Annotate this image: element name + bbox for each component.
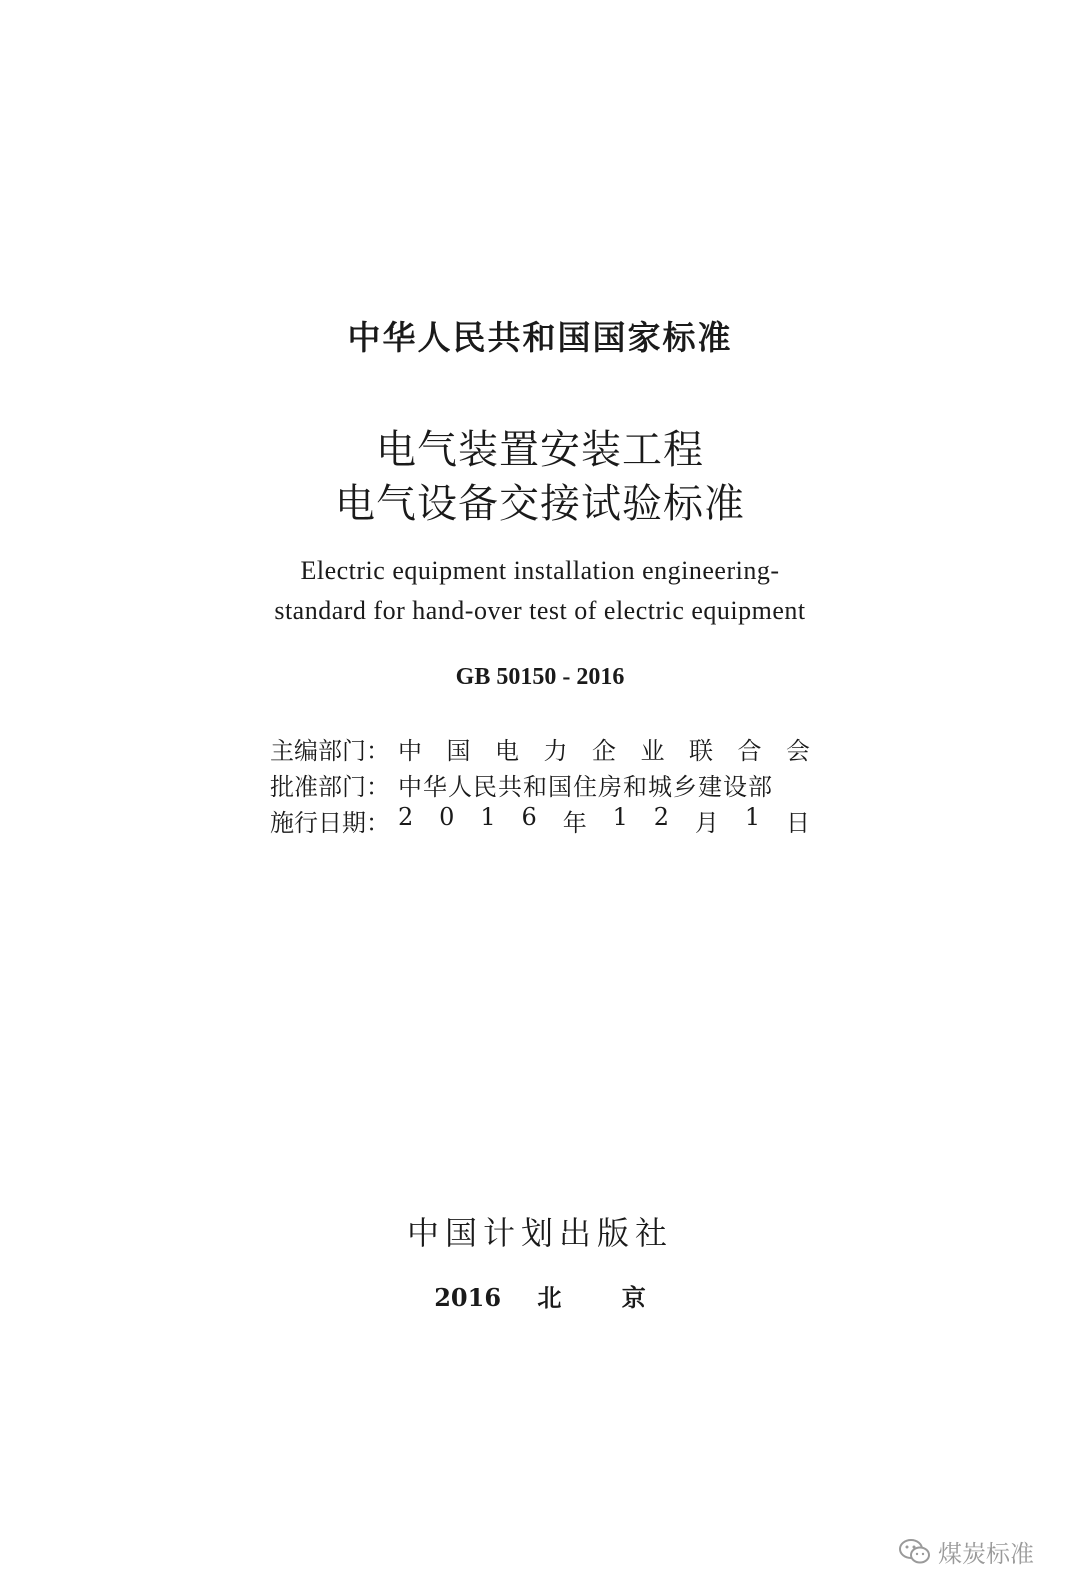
- approver-row: [270, 766, 810, 802]
- imprint-year: 2016: [434, 1283, 502, 1312]
- meta-block: [270, 730, 810, 838]
- editor-char: 中: [398, 736, 422, 765]
- date-char: 年: [562, 808, 587, 837]
- editor-char: 国: [446, 736, 471, 765]
- imprint: [0, 1278, 1080, 1313]
- standard-code: GB 50150 - 2016: [455, 664, 625, 690]
- editor-char: 会: [786, 736, 810, 765]
- editor-row: [270, 730, 810, 766]
- title-line-2: 电气设备交接试验标准: [335, 481, 745, 527]
- date-char: 0: [439, 802, 455, 831]
- editor-char: 联: [689, 736, 713, 765]
- date-char: 1: [744, 802, 761, 831]
- imprint-city-1: 北: [537, 1283, 562, 1312]
- english-title-line-1: Electric equipment installation engineering-: [300, 556, 780, 585]
- date-row: [270, 802, 810, 838]
- editor-char: 电: [495, 736, 519, 765]
- editor-char: 合: [737, 736, 762, 765]
- watermark-text: 煤炭标准: [938, 1540, 1034, 1568]
- editor-value: [398, 731, 810, 766]
- editor-char: 企: [592, 736, 616, 765]
- national-standard-heading: 中华人民共和国国家标准: [347, 318, 733, 357]
- watermark: [898, 1534, 1034, 1569]
- wechat-icon: [898, 1538, 932, 1566]
- date-char: 1: [480, 802, 496, 831]
- date-char: 日: [785, 808, 810, 837]
- editor-char: 力: [543, 736, 568, 765]
- date-label: 施行日期：: [270, 808, 390, 837]
- date-value: [398, 803, 810, 838]
- date-char: 月: [694, 808, 719, 837]
- imprint-city-2: 京: [621, 1283, 646, 1312]
- approver-label: 批准部门：: [270, 772, 390, 801]
- editor-char: 业: [640, 736, 665, 765]
- approver-value: 中华人民共和国住房和城乡建设部: [398, 772, 773, 801]
- date-char: 1: [612, 802, 628, 831]
- english-title-line-2: standard for hand-over test of electric equipment: [274, 596, 806, 625]
- date-char: 2: [398, 802, 414, 831]
- date-char: 6: [521, 802, 537, 831]
- publisher-name: 中国计划出版社: [406, 1214, 673, 1252]
- title-line-1: 电气装置安装工程: [376, 427, 704, 473]
- date-char: 2: [653, 802, 670, 831]
- editor-label: 主编部门：: [270, 736, 390, 765]
